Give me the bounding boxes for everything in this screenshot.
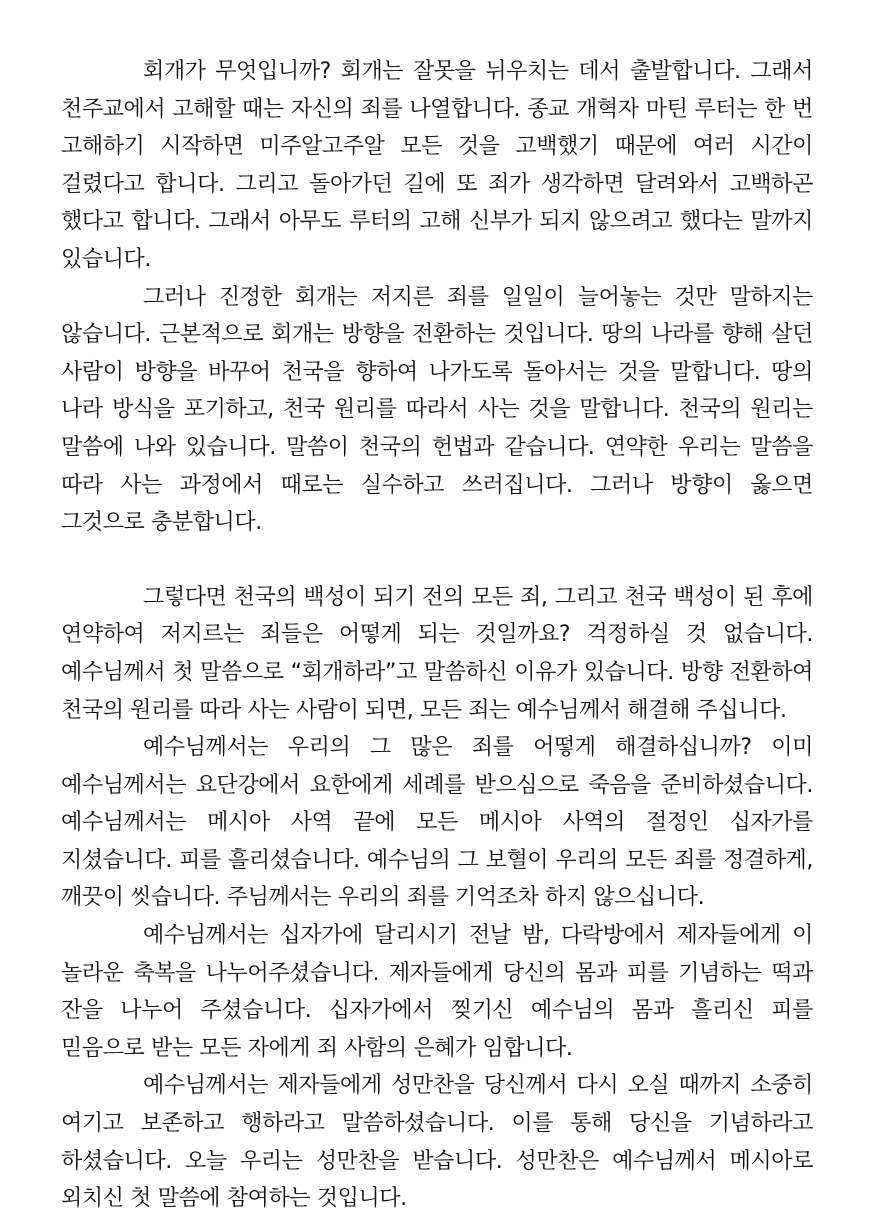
document-page <box>61 53 813 1218</box>
paragraph-6: 예수님께서는 제자들에게 성만찬을 당신께서 다시 오실 때까지 소중히 여기고 보존하고 행하라고 말씀하셨습니다. 이를 통해 당신을 기념하라고 하셨습니다. 오늘 우리는 성만찬을 받습니다. 성만찬은 예수님께서 메시아로 외치신 첫 말씀에 참여하는 것입니다. <box>61 1073 813 1212</box>
paragraph-3: 그렇다면 천국의 백성이 되기 전의 모든 죄, 그리고 천국 백성이 된 후에 연약하여 저지르는 죄들은 어떻게 되는 것일까요? 걱정하실 것 없습니다. 예수님께서 첫 말씀으로 “회개하라”고 말씀하신 이유가 있습니다. 방향 전환하여 천국의 원리를 따라 사는 사람이 되면, 모든 죄는 예수님께서 해결해 주십니다. <box>61 584 813 723</box>
paragraph-2: 그러나 진정한 회개는 저지른 죄를 일일이 늘어놓는 것만 말하지는 않습니다. 근본적으로 회개는 방향을 전환하는 것입니다. 땅의 나라를 향해 살던 사람이 방향을 바꾸어 천국을 향하여 나가도록 돌아서는 것을 말합니다. 땅의 나라 방식을 포기하고, 천국 원리를 따라서 사는 것을 말합니다. 천국의 원리는 말씀에 나와 있습니다. 말씀이 천국의 헌법과 같습니다. 연약한 우리는 말씀을 따라 사는 과정에서 때로는 실수하고 쓰러집니다. 그러나 방향이 옳으면 그것으로 충분합니다. <box>61 284 813 536</box>
paragraph-5: 예수님께서는 십자가에 달리시기 전날 밤, 다락방에서 제자들에게 이 놀라운 축복을 나누어주셨습니다. 제자들에게 당신의 몸과 피를 기념하는 떡과 잔을 나누어 주셨습니다. 십자가에서 찢기신 예수님의 몸과 흘리신 피를 믿음으로 받는 모든 자에게 죄 사함의 은혜가 임합니다. <box>61 923 813 1061</box>
paragraph-4: 예수님께서는 우리의 그 많은 죄를 어떻게 해결하십니까? 이미 예수님께서는 요단강에서 요한에게 세례를 받으심으로 죽음을 준비하셨습니다. 예수님께서는 메시아 사역 끝에 모든 메시아 사역의 절정인 십자가를 지셨습니다. 피를 흘리셨습니다. 예수님의 그 보혈이 우리의 모든 죄를 정결하게, 깨끗이 씻습니다. 주님께서는 우리의 죄를 기억조차 하지 않으십니다. <box>61 735 813 911</box>
paragraph-1: 회개가 무엇입니까? 회개는 잘못을 뉘우치는 데서 출발합니다. 그래서 천주교에서 고해할 때는 자신의 죄를 나열합니다. 종교 개혁자 마틴 루터는 한 번 고해하기 시작하면 미주알고주알 모든 것을 고백했기 때문에 여러 시간이 걸렸다고 합니다. 그리고 돌아가던 길에 또 죄가 생각하면 달려와서 고백하곤 했다고 합니다. 그래서 아무도 루터의 고해 신부가 되지 않으려고 했다는 말까지 있습니다. <box>61 59 813 272</box>
